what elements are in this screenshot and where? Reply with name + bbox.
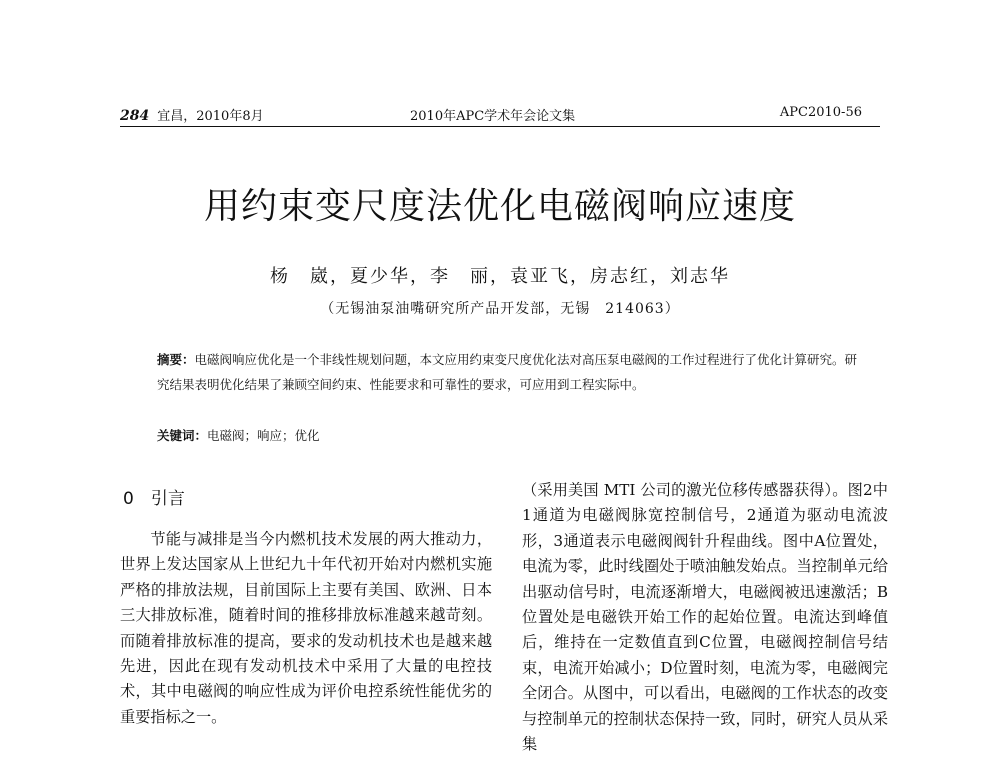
- page-number: 284: [120, 108, 150, 124]
- abstract: [157, 347, 863, 397]
- keywords-label: 关键词：: [157, 428, 208, 443]
- abstract-label: 摘要：: [157, 352, 195, 367]
- proceedings-title: 2010年APC学术年会论文集: [410, 109, 576, 124]
- right-paragraph: （采用美国 MTI 公司的激光位移传感器获得）。图2中1通道为电磁阀脉宽控制信号，2通道为驱动电流波形，3通道表示电磁阀阀针升程曲线。图中A位置处，电流为零，此时线圈处于喷油触发始点。当控制单元给出驱动信号时，电流逐渐增大，电磁阀被迅速激活；B位置处是电磁铁开始工作的起始位置。电流达到峰值后，维持在一定数值直到C位置，电磁阀控制信号结束，电流开始减小；D位置时刻，电流为零，电磁阀完全闭合。从图中，可以看出，电磁阀的工作状态的改变与控制单元的控制状态保持一致，同时，研究人员从采集: [522, 481, 888, 754]
- keywords: [157, 426, 320, 444]
- author-list: 杨 崴，夏少华，李 丽，袁亚飞，房志红，刘志华: [270, 266, 730, 287]
- right-column: [522, 478, 888, 757]
- header-left: [120, 105, 264, 124]
- keywords-text: 电磁阀；响应；优化: [207, 428, 320, 443]
- left-column: [120, 527, 492, 730]
- section-heading: 0 引言: [123, 489, 185, 509]
- paper-id: APC2010-56: [779, 105, 862, 120]
- paper-title: 用约束变尺度法优化电磁阀响应速度: [203, 186, 796, 227]
- running-header: [120, 104, 880, 127]
- affiliation: （无锡油泵油嘴研究所产品开发部，无锡 214063）: [320, 301, 680, 317]
- abstract-text: 电磁阀响应优化是一个非线性规划问题，本文应用约束变尺度优化法对高压泵电磁阀的工作过程进行了优化计算研究。研究结果表明优化结果了兼顾空间约束、性能要求和可靠性的要求，可应用到工程实际中。: [157, 352, 858, 392]
- venue-date: 宜昌，2010年8月: [157, 109, 264, 124]
- intro-paragraph: 节能与减排是当今内燃机技术发展的两大推动力，世界上发达国家从上世纪九十年代初开始对内燃机实施严格的排放法规，目前国际上主要有美国、欧洲、日本三大排放标准，随着时间的推移排放标准越来越苛刻。而随着排放标准的提高，要求的发动机技术也是越来越先进，因此在现有发动机技术中采用了大量的电控技术，其中电磁阀的响应性成为评价电控系统性能优劣的重要指标之一。: [120, 530, 492, 726]
